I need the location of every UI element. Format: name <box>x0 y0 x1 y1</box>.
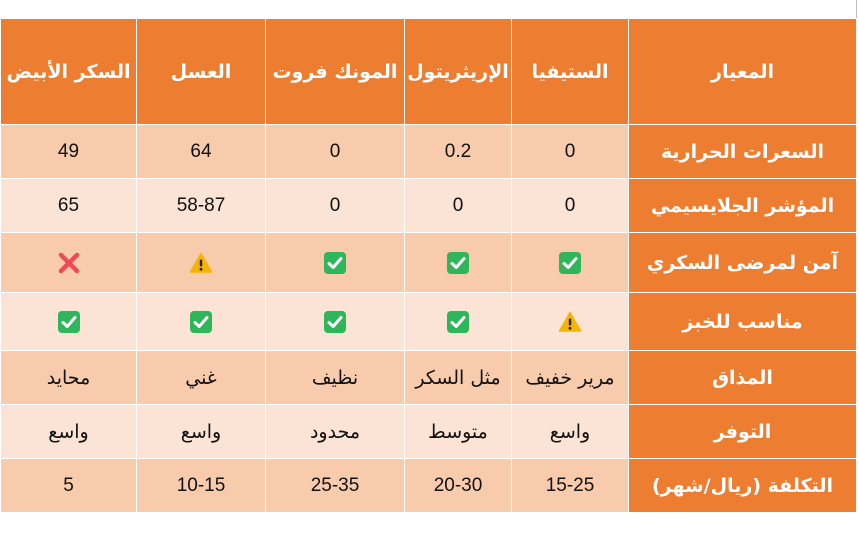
table-row-taste <box>1 351 857 405</box>
cell-cost-monk-fruit: 25-35 <box>266 459 405 513</box>
cell-calories-honey: 64 <box>137 125 266 179</box>
warning-icon <box>558 310 582 334</box>
check-icon <box>57 310 81 334</box>
header-white-sugar: السكر الأبيض <box>1 19 137 125</box>
cell-diabetic-white-sugar <box>1 233 137 293</box>
table-row-baking <box>1 293 857 351</box>
cell-taste-monk-fruit: نظيف <box>266 351 405 405</box>
cell-calories-white-sugar: 49 <box>1 125 137 179</box>
cell-taste-erythritol: مثل السكر <box>405 351 512 405</box>
cross-icon <box>57 251 81 275</box>
cell-diabetic-honey <box>137 233 266 293</box>
cell-diabetic-monk-fruit <box>266 233 405 293</box>
cell-baking-honey <box>137 293 266 351</box>
cell-cost-stevia: 15-25 <box>512 459 629 513</box>
header-stevia: الستيفيا <box>512 19 629 125</box>
row-label-cost: التكلفة (ريال/شهر) <box>629 459 857 513</box>
row-label-diabetic-safe: آمن لمرضى السكري <box>629 233 857 293</box>
cell-taste-stevia: مرير خفيف <box>512 351 629 405</box>
cell-calories-monk-fruit: 0 <box>266 125 405 179</box>
cell-cost-erythritol: 20-30 <box>405 459 512 513</box>
cell-baking-stevia <box>512 293 629 351</box>
cell-availability-honey: واسع <box>137 405 266 459</box>
cell-baking-white-sugar <box>1 293 137 351</box>
warning-icon <box>189 251 213 275</box>
cell-availability-stevia: واسع <box>512 405 629 459</box>
check-icon <box>323 251 347 275</box>
check-icon <box>323 310 347 334</box>
check-icon <box>446 251 470 275</box>
cell-gi-erythritol: 0 <box>405 179 512 233</box>
header-honey: العسل <box>137 19 266 125</box>
cell-gi-stevia: 0 <box>512 179 629 233</box>
row-label-calories: السعرات الحرارية <box>629 125 857 179</box>
header-monk-fruit: المونك فروت <box>266 19 405 125</box>
row-label-baking: مناسب للخبز <box>629 293 857 351</box>
cell-taste-white-sugar: محايد <box>1 351 137 405</box>
table-row-cost <box>1 459 857 513</box>
cell-gi-white-sugar: 65 <box>1 179 137 233</box>
row-label-taste: المذاق <box>629 351 857 405</box>
row-label-availability: التوفر <box>629 405 857 459</box>
cell-cost-honey: 10-15 <box>137 459 266 513</box>
cell-gi-monk-fruit: 0 <box>266 179 405 233</box>
cell-gi-honey: 58-87 <box>137 179 266 233</box>
cell-taste-honey: غني <box>137 351 266 405</box>
check-icon <box>189 310 213 334</box>
header-criterion: المعيار <box>629 19 857 125</box>
table-row-diabetic-safe <box>1 233 857 293</box>
cell-availability-white-sugar: واسع <box>1 405 137 459</box>
cell-cost-white-sugar: 5 <box>1 459 137 513</box>
check-icon <box>446 310 470 334</box>
table-row-glycemic-index <box>1 179 857 233</box>
header-row <box>1 19 857 125</box>
table-row-calories <box>1 125 857 179</box>
row-label-glycemic-index: المؤشر الجلايسيمي <box>629 179 857 233</box>
cell-baking-erythritol <box>405 293 512 351</box>
cell-diabetic-stevia <box>512 233 629 293</box>
check-icon <box>558 251 582 275</box>
cell-availability-erythritol: متوسط <box>405 405 512 459</box>
top-margin <box>0 0 859 18</box>
cell-availability-monk-fruit: محدود <box>266 405 405 459</box>
cell-diabetic-erythritol <box>405 233 512 293</box>
cell-baking-monk-fruit <box>266 293 405 351</box>
cell-calories-erythritol: 0.2 <box>405 125 512 179</box>
cell-calories-stevia: 0 <box>512 125 629 179</box>
page-edge-line <box>856 0 857 18</box>
header-erythritol: الإريثريتول <box>405 19 512 125</box>
sweetener-comparison-table <box>0 18 857 513</box>
table-row-availability <box>1 405 857 459</box>
